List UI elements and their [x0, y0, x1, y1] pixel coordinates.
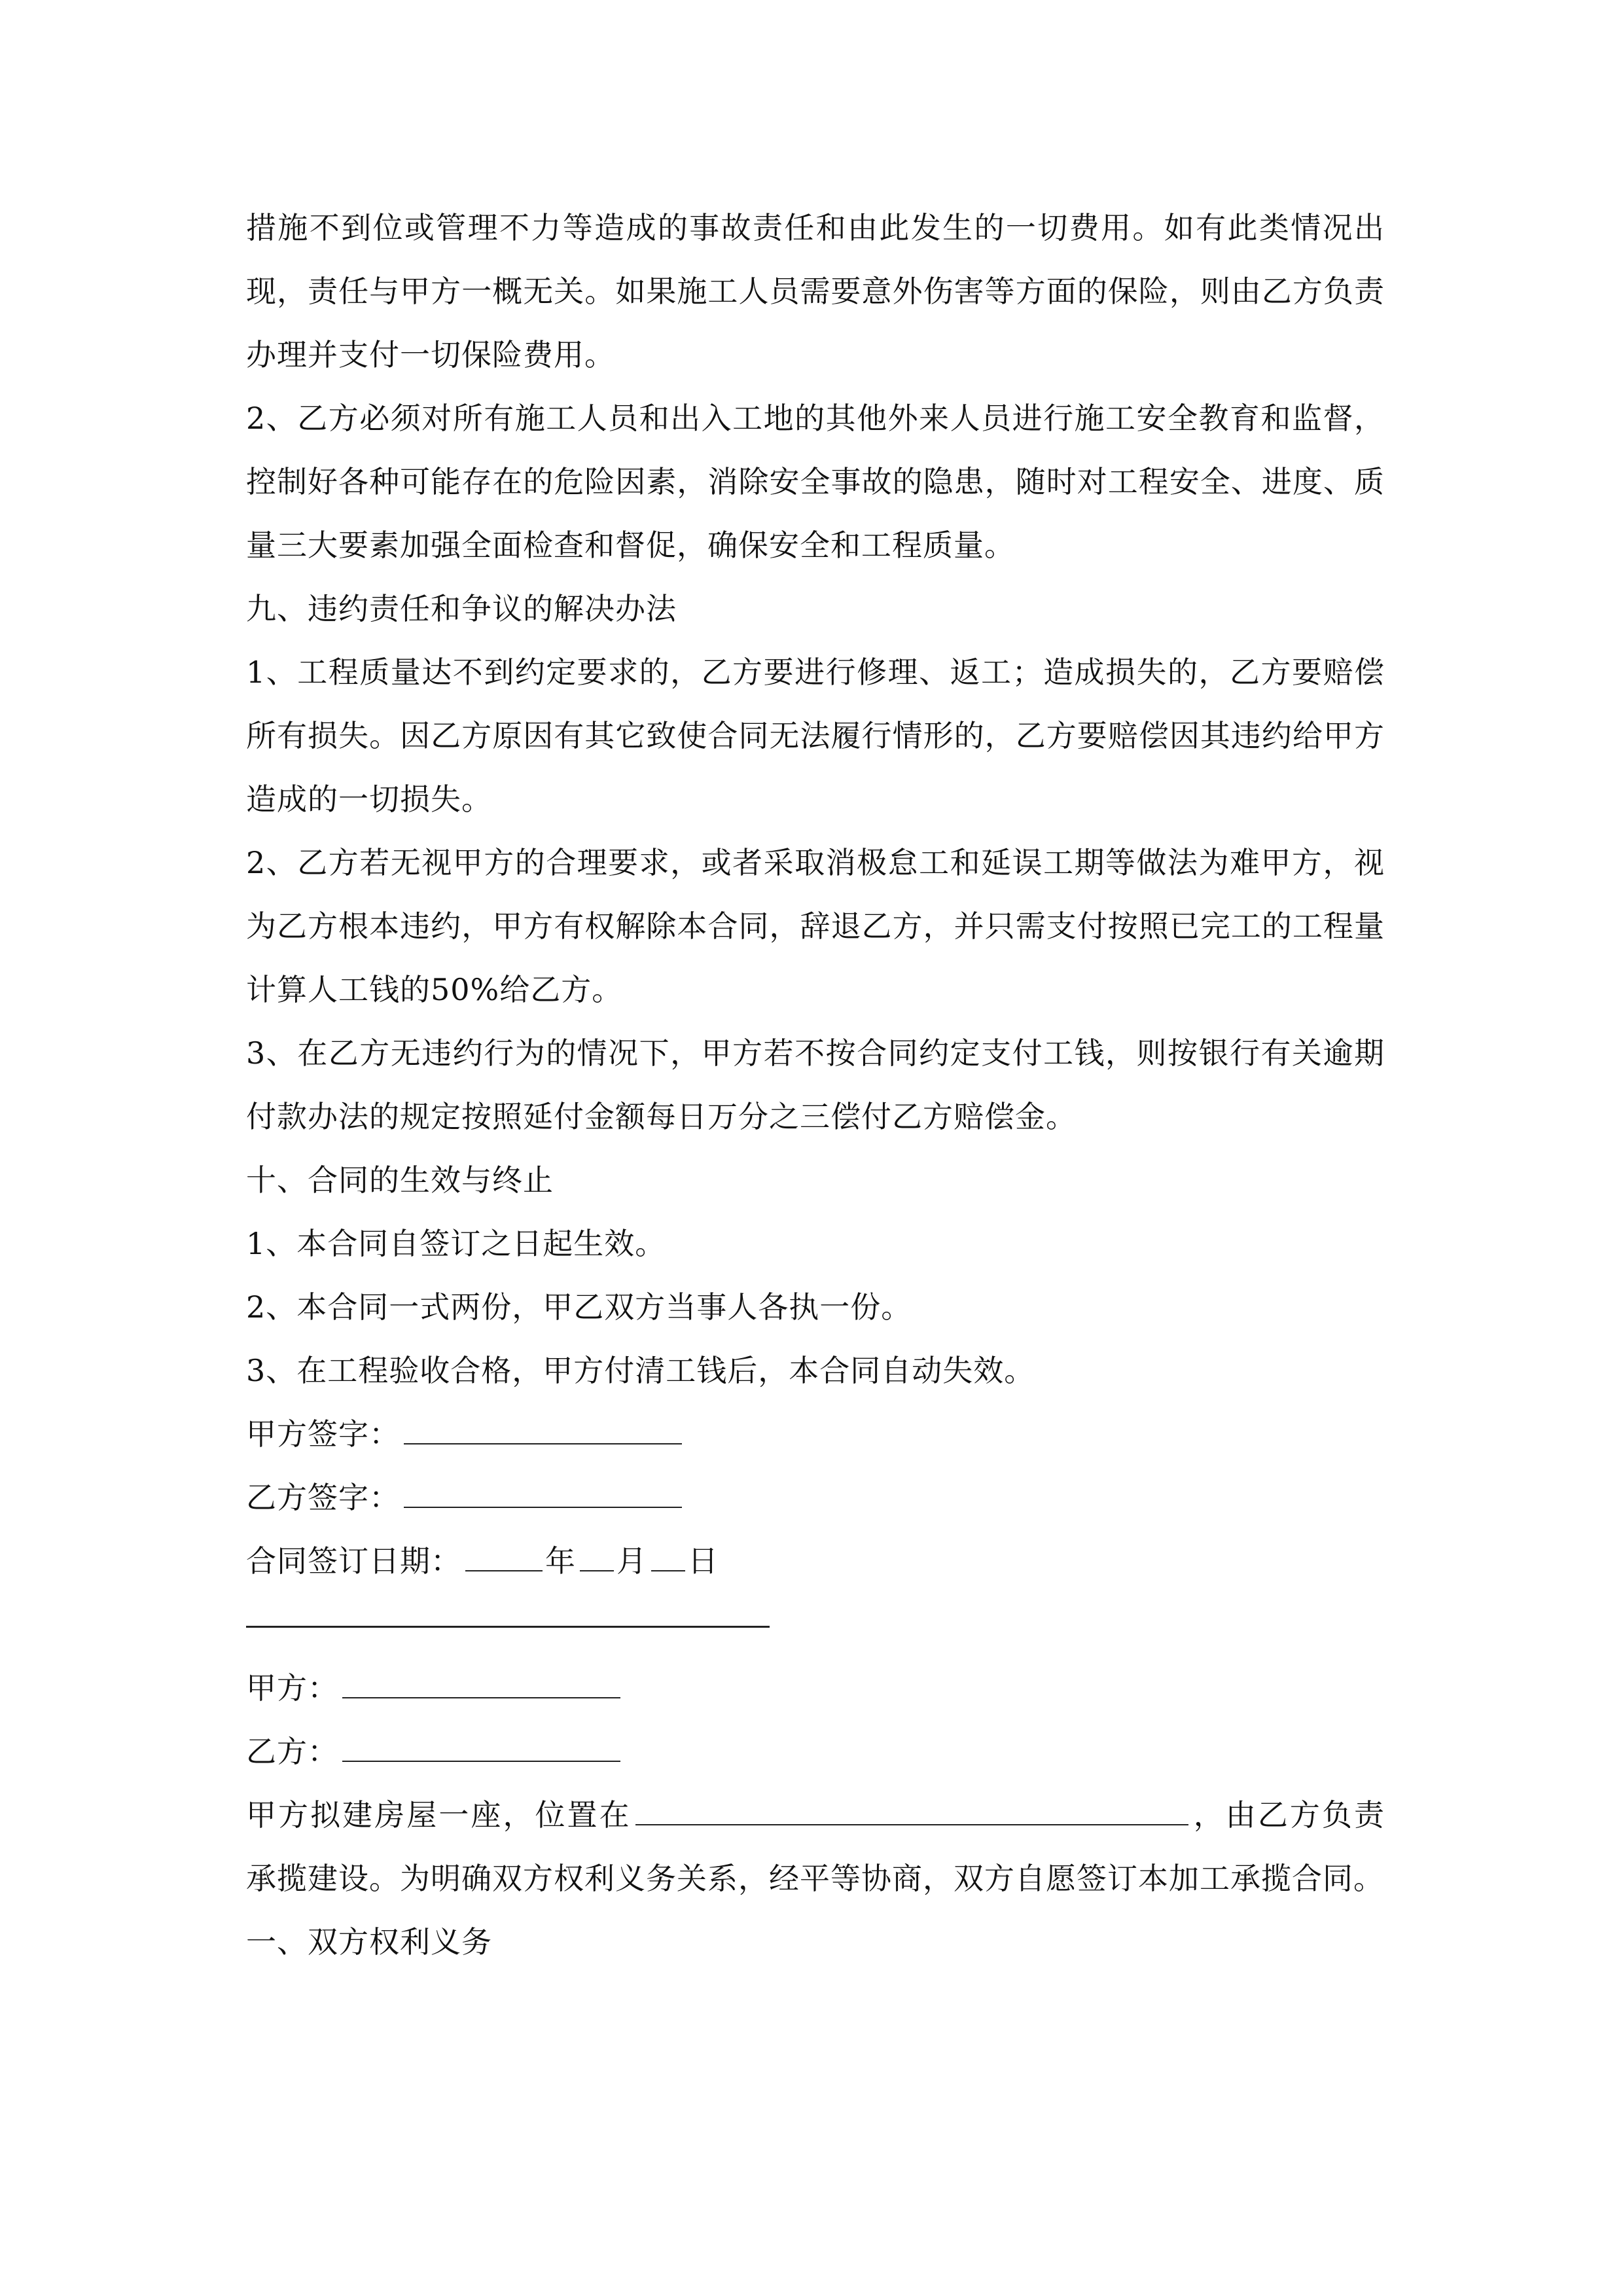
intro-text-after: ，由乙方负责承揽建设。为明确双方权利义务关系，经平等协商，双方自愿签订本加工承揽合同。: [246, 1797, 1385, 1896]
date-blank-month[interactable]: [580, 1536, 614, 1571]
party-b-blank[interactable]: [342, 1727, 620, 1762]
signature-blank-party-a[interactable]: [404, 1409, 682, 1444]
section-divider-rule: [246, 1593, 770, 1657]
signature-label-party-b: 乙方签字：: [246, 1480, 400, 1515]
date-blank-year[interactable]: [465, 1536, 543, 1571]
date-blank-day[interactable]: [651, 1536, 685, 1571]
party-a-blank[interactable]: [342, 1663, 620, 1698]
intro-text-before: 甲方拟建房屋一座，位置在: [246, 1797, 632, 1833]
paragraph-contract-intro: [246, 1784, 1385, 1910]
paragraph-breach-quality: 1、工程质量达不到约定要求的，乙方要进行修理、返工；造成损失的，乙方要赔偿所有损失。因乙方原因有其它致使合同无法履行情形的，乙方要赔偿因其违约给甲方造成的一切损失。: [246, 655, 1385, 817]
signature-label-party-a: 甲方签字：: [246, 1416, 400, 1452]
paragraph-effect-end: 3、在工程验收合格，甲方付清工钱后，本合同自动失效。: [246, 1353, 1035, 1388]
paragraph-breach-termination: 2、乙方若无视甲方的合理要求，或者采取消极怠工和延误工期等做法为难甲方，视为乙方根本违约，甲方有权解除本合同，辞退乙方，并只需支付按照已完工的工程量计算人工钱的50%给乙方。: [246, 845, 1385, 1007]
signature-line-party-a: [246, 1403, 1385, 1466]
signature-blank-party-b[interactable]: [404, 1473, 682, 1508]
paragraph-breach-payment: 3、在乙方无违约行为的情况下，甲方若不按合同约定支付工钱，则按银行有关逾期付款办法的规定按照延付金额每日万分之三偿付乙方赔偿金。: [246, 1035, 1385, 1134]
party-b-line: [246, 1720, 1385, 1784]
date-year-unit: 年: [545, 1543, 576, 1579]
location-blank[interactable]: [635, 1790, 1188, 1825]
section-heading-rights: 一、双方权利义务: [246, 1924, 492, 1960]
signature-line-party-b: [246, 1466, 1385, 1530]
date-day-unit: 日: [688, 1543, 719, 1579]
paragraph-safety-education: 2、乙方必须对所有施工人员和出入工地的其他外来人员进行施工安全教育和监督，控制好各种可能存在的危险因素，消除安全事故的隐患，随时对工程安全、进度、质量三大要素加强全面检查和督促，确保安全和工程质量。: [246, 401, 1385, 563]
date-label: 合同签订日期：: [246, 1543, 461, 1579]
section-heading-effect: 十、合同的生效与终止: [246, 1162, 554, 1198]
paragraph-effect-copies: 2、本合同一式两份，甲乙双方当事人各执一份。: [246, 1289, 912, 1325]
party-a-label: 甲方：: [246, 1670, 338, 1706]
paragraph-safety-liability: 措施不到位或管理不力等造成的事故责任和由此发生的一切费用。如有此类情况出现，责任与甲方一概无关。如果施工人员需要意外伤害等方面的保险，则由乙方负责办理并支付一切保险费用。: [246, 210, 1385, 372]
signature-date-line: [246, 1530, 1385, 1593]
party-a-line: [246, 1657, 1385, 1720]
party-b-label: 乙方：: [246, 1734, 338, 1769]
paragraph-effect-start: 1、本合同自签订之日起生效。: [246, 1226, 666, 1261]
date-month-unit: 月: [616, 1543, 647, 1579]
section-heading-breach: 九、违约责任和争议的解决办法: [246, 591, 677, 626]
document-body: [246, 196, 1385, 1974]
